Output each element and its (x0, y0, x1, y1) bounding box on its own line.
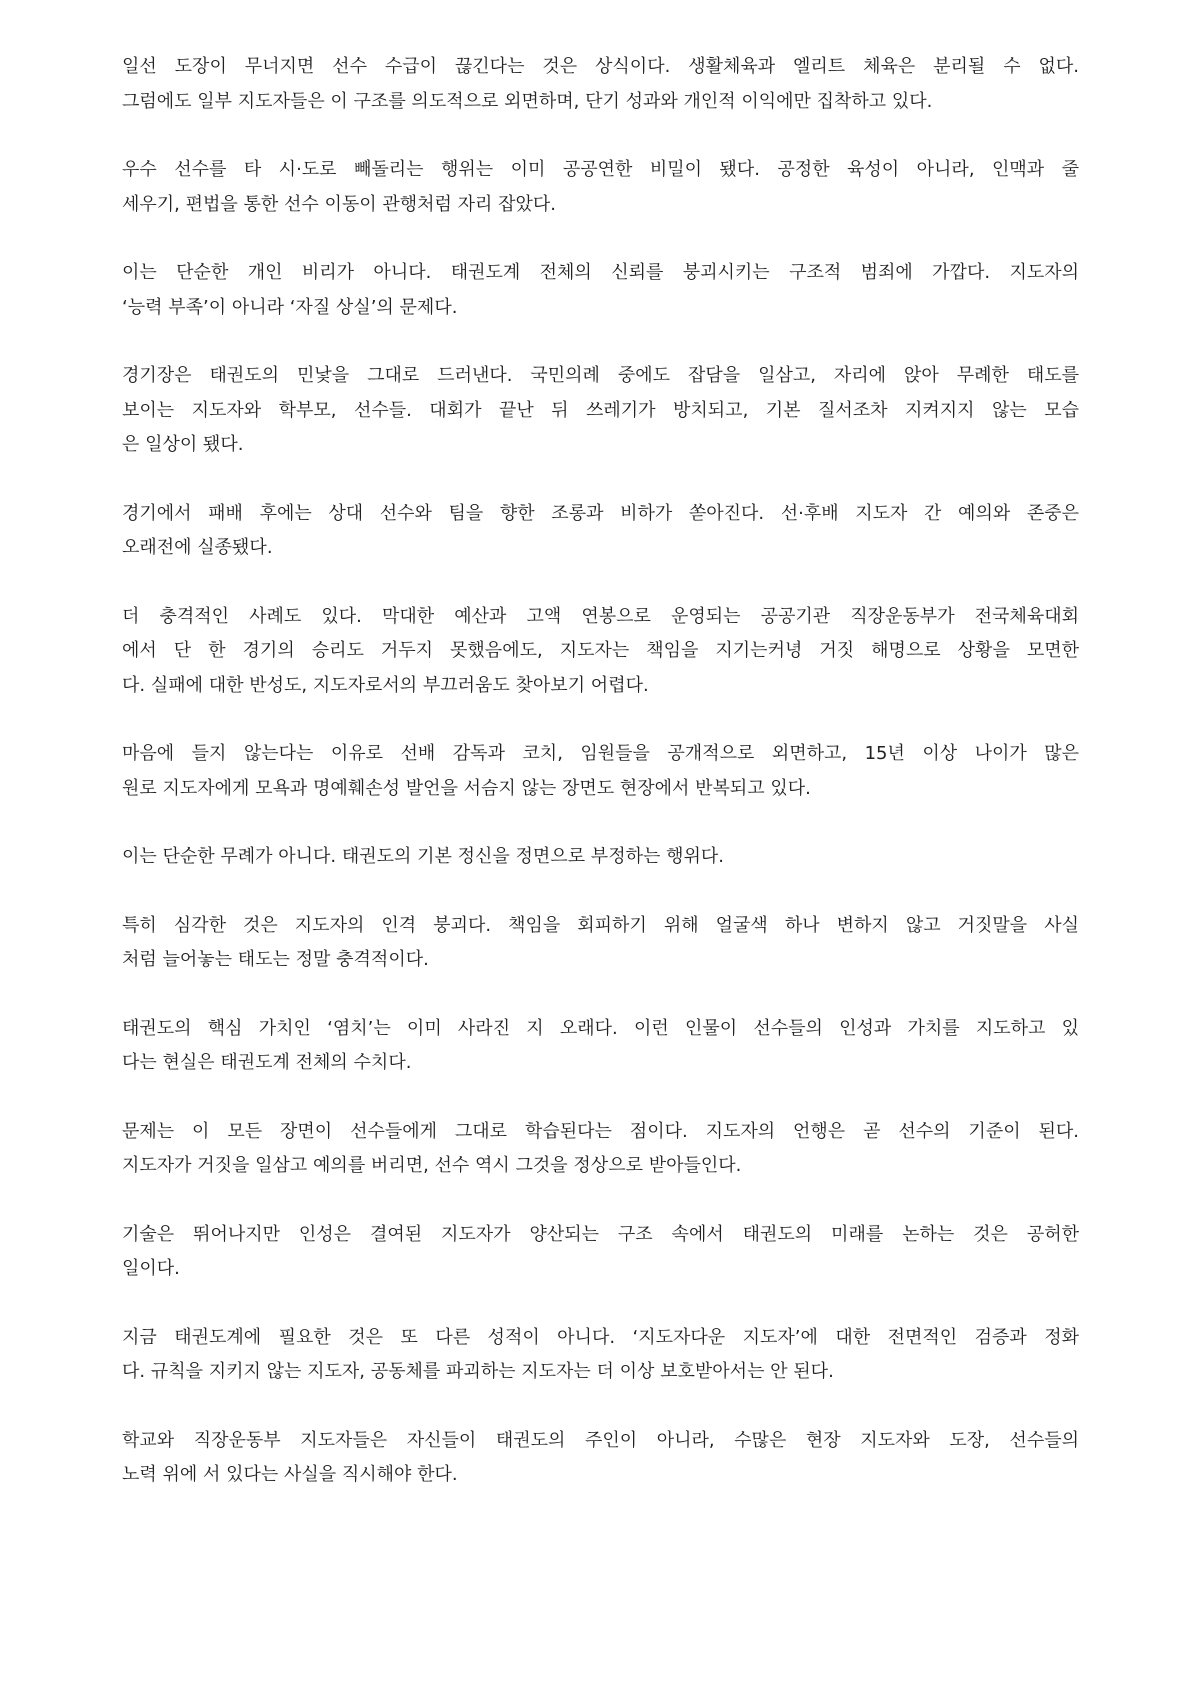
paragraph-line: 우수 선수를 타 시·도로 빼돌리는 행위는 이미 공공연한 비밀이 됐다. 공정한 육성이 아니라, 인맥과 줄 (122, 159, 1079, 180)
paragraph-line: 지도자가 거짓을 일삼고 예의를 버리면, 선수 역시 그것을 정상으로 받아들인다. (122, 1155, 742, 1176)
paragraph (122, 600, 1079, 704)
paragraph-line: 일선 도장이 무너지면 선수 수급이 끊긴다는 것은 상식이다. 생활체육과 엘리트 체육은 분리될 수 없다. (122, 56, 1079, 77)
paragraph (122, 1321, 1079, 1390)
paragraph-line: 원로 지도자에게 모욕과 명예훼손성 발언을 서슴지 않는 장면도 현장에서 반복되고 있다. (122, 777, 811, 799)
paragraph (122, 1424, 1079, 1493)
paragraph (122, 1115, 1079, 1184)
paragraph-line: 다. 규칙을 지키지 않는 지도자, 공동체를 파괴하는 지도자는 더 이상 보호받아서는 안 된다. (122, 1361, 834, 1382)
paragraph (122, 153, 1079, 222)
paragraph-line: 학교와 직장운동부 지도자들은 자신들이 태권도의 주인이 아니라, 수많은 현장 지도자와 도장, 선수들의 (122, 1429, 1079, 1451)
paragraph (122, 1012, 1079, 1081)
paragraph (122, 1218, 1079, 1287)
paragraph (122, 737, 1079, 806)
paragraph (122, 50, 1079, 119)
paragraph (122, 840, 1079, 875)
paragraph-line: 처럼 늘어놓는 태도는 정말 충격적이다. (122, 949, 429, 970)
paragraph-line: 태권도의 핵심 가치인 ‘염치’는 이미 사라진 지 오래다. 이런 인물이 선수들의 인성과 가치를 지도하고 있 (122, 1017, 1079, 1039)
paragraph-line: 다. 실패에 대한 반성도, 지도자로서의 부끄러움도 찾아보기 어렵다. (122, 674, 649, 696)
paragraph-line: 보이는 지도자와 학부모, 선수들. 대회가 끝난 뒤 쓰레기가 방치되고, 기본 질서조차 지켜지지 않는 모습 (122, 399, 1079, 421)
paragraph-line: 마음에 들지 않는다는 이유로 선배 감독과 코치, 임원들을 공개적으로 외면하고, 15년 이상 나이가 많은 (122, 743, 1079, 764)
paragraph (122, 256, 1079, 325)
paragraph-line: 노력 위에 서 있다는 사실을 직시해야 한다. (122, 1464, 458, 1485)
paragraph-line: 세우기, 편법을 통한 선수 이동이 관행처럼 자리 잡았다. (122, 193, 557, 215)
paragraph (122, 909, 1079, 978)
paragraph-line: 이는 단순한 개인 비리가 아니다. 태권도계 전체의 신뢰를 붕괴시키는 구조적 범죄에 가깝다. 지도자의 (122, 262, 1079, 283)
paragraph-line: 다는 현실은 태권도계 전체의 수치다. (122, 1052, 412, 1073)
paragraph-line: 지금 태권도계에 필요한 것은 또 다른 성적이 아니다. ‘지도자다운 지도자’에 대한 전면적인 검증과 정화 (122, 1326, 1079, 1348)
paragraph (122, 359, 1079, 463)
paragraph (122, 497, 1079, 566)
paragraph-line: 기술은 뛰어나지만 인성은 결여된 지도자가 양산되는 구조 속에서 태권도의 미래를 논하는 것은 공허한 (122, 1223, 1079, 1245)
paragraph-line: 문제는 이 모든 장면이 선수들에게 그대로 학습된다는 점이다. 지도자의 언행은 곧 선수의 기준이 된다. (122, 1120, 1079, 1142)
paragraph-line: 그럼에도 일부 지도자들은 이 구조를 의도적으로 외면하며, 단기 성과와 개인적 이익에만 집착하고 있다. (122, 90, 933, 112)
paragraph-line: 더 충격적인 사례도 있다. 막대한 예산과 고액 연봉으로 운영되는 공공기관 직장운동부가 전국체육대회 (122, 605, 1079, 627)
paragraph-line: 에서 단 한 경기의 승리도 거두지 못했음에도, 지도자는 책임을 지기는커녕 거짓 해명으로 상황을 모면한 (122, 640, 1079, 661)
paragraph-line: 경기장은 태권도의 민낯을 그대로 드러낸다. 국민의례 중에도 잡담을 일삼고, 자리에 앉아 무례한 태도를 (122, 365, 1079, 386)
paragraph-line: ‘능력 부족’이 아니라 ‘자질 상실’의 문제다. (122, 296, 458, 318)
paragraph-line: 일이다. (122, 1258, 180, 1279)
paragraph-line: 이는 단순한 무례가 아니다. 태권도의 기본 정신을 정면으로 부정하는 행위다. (122, 846, 724, 867)
paragraph-line: 오래전에 실종됐다. (122, 537, 273, 558)
paragraph-line: 경기에서 패배 후에는 상대 선수와 팀을 향한 조롱과 비하가 쏟아진다. 선·후배 지도자 간 예의와 존중은 (122, 502, 1079, 524)
paragraph-line: 은 일상이 됐다. (122, 434, 244, 455)
paragraph-line: 특히 심각한 것은 지도자의 인격 붕괴다. 책임을 회피하기 위해 얼굴색 하나 변하지 않고 거짓말을 사실 (122, 914, 1079, 936)
